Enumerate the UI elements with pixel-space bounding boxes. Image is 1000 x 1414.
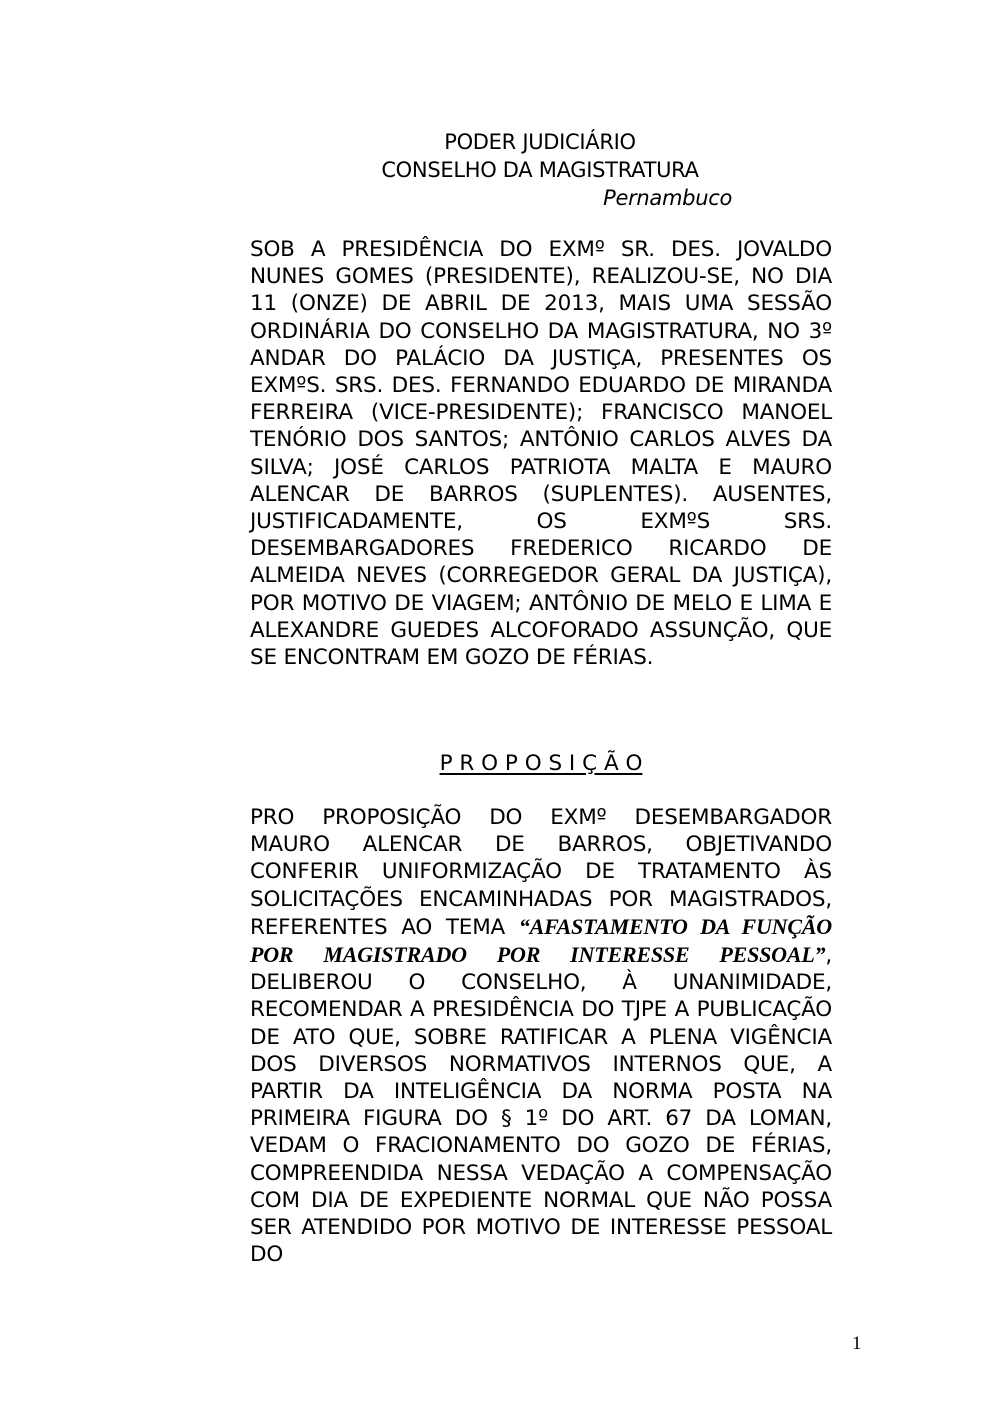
document-header bbox=[250, 128, 830, 212]
proposition-text-start: PRO PROPOSIÇÃO DO EXMº DESEMBARGADOR MAURO ALENCAR DE BARROS, OBJETIVANDO CONFERIR UNIFORMIZAÇÃO DE TRATAMENTO ÀS SOLICITAÇÕES ENCAMINHADAS POR MAGISTRADOS, REFERENTES AO TEMA bbox=[250, 805, 832, 940]
header-institution: PODER JUDICIÁRIO bbox=[444, 130, 636, 154]
section-title bbox=[250, 750, 832, 778]
proposition-theme: “AFASTAMENTO DA FUNÇÃO POR MAGISTRADO POR INTERESSE PESSOAL” bbox=[250, 913, 832, 968]
session-paragraph: SOB A PRESIDÊNCIA DO EXMº SR. DES. JOVALDO NUNES GOMES (PRESIDENTE), REALIZOU-SE, NO DIA 11 (ONZE) DE ABRIL DE 2013, MAIS UMA SESSÃO ORDINÁRIA DO CONSELHO DA MAGISTRATURA, NO 3º ANDAR DO PALÁCIO DA JUSTIÇA, PRESENTES OS EXMºS. SRS. DES. FERNANDO EDUARDO DE MIRANDA FERREIRA (VICE-PRESIDENTE); FRANCISCO MANOEL TENÓRIO DOS SANTOS; ANTÔNIO CARLOS ALVES DA SILVA; JOSÉ CARLOS PATRIOTA MALTA E MAURO ALENCAR DE BARROS (SUPLENTES). AUSENTES, JUSTIFICADAMENTE, OS EXMºS SRS. DESEMBARGADORES FREDERICO RICARDO DE ALMEIDA NEVES (CORREGEDOR GERAL DA JUSTIÇA), POR MOTIVO DE VIAGEM; ANTÔNIO DE MELO E LIMA E ALEXANDRE GUEDES ALCOFORADO ASSUNÇÃO, QUE SE ENCONTRAM EM GOZO DE FÉRIAS. bbox=[250, 237, 832, 671]
header-state: Pernambuco bbox=[603, 186, 732, 210]
proposition-paragraph bbox=[250, 804, 832, 1268]
page-number: 1 bbox=[852, 1333, 862, 1354]
section-title-text: P R O P O S I Ç Ã O bbox=[439, 751, 643, 776]
header-council: CONSELHO DA MAGISTRATURA bbox=[381, 158, 699, 182]
proposition-text-end: , DELIBEROU O CONSELHO, À UNANIMIDADE, RECOMENDAR A PRESIDÊNCIA DO TJPE A PUBLICAÇÃO DE ATO QUE, SOBRE RATIFICAR A PLENA VIGÊNCIA DOS DIVERSOS NORMATIVOS INTERNOS QUE, A PARTIR DA INTELIGÊNCIA DA NORMA POSTA NA PRIMEIRA FIGURA DO § 1º DO ART. 67 DA LOMAN, VEDAM O FRACIONAMENTO DO GOZO DE FÉRIAS, COMPREENDIDA NESSA VEDAÇÃO A COMPENSAÇÃO COM DIA DE EXPEDIENTE NORMAL QUE NÃO POSSA SER ATENDIDO POR MOTIVO DE INTERESSE PESSOAL DO bbox=[250, 943, 832, 1268]
